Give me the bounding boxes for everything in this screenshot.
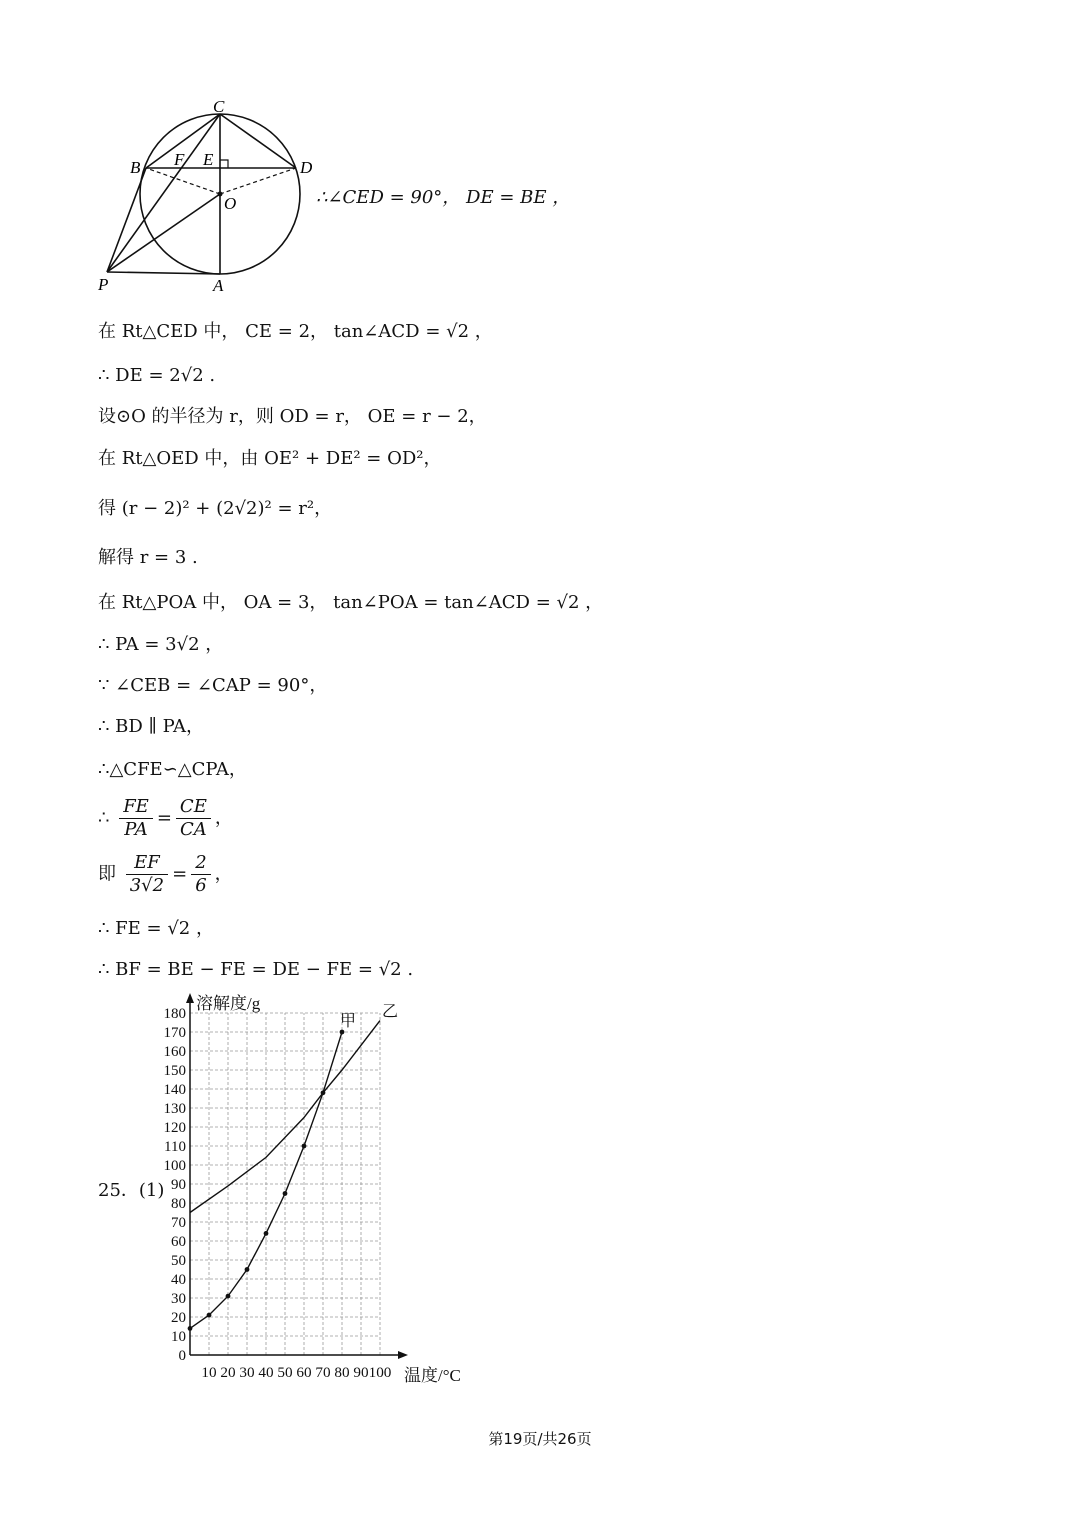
x-tick-label: 20: [220, 1365, 236, 1381]
y-tick-label: 80: [171, 1196, 186, 1212]
solution-line-2: ∴ DE = 2√2 .: [98, 365, 216, 386]
label-d: D: [300, 158, 313, 177]
x-axis-arrow: [398, 1351, 408, 1359]
fraction-1-left-num: FE: [123, 796, 149, 817]
fraction-1-prefix: ∴: [98, 807, 110, 829]
y-tick-label: 150: [163, 1063, 186, 1079]
x-tick-label: 80: [334, 1365, 350, 1381]
x-tick-label: 60: [296, 1365, 312, 1381]
data-point: [207, 1313, 212, 1318]
y-tick-label: 160: [163, 1044, 186, 1060]
solution-line-6: 解得 r = 3 .: [98, 547, 198, 568]
final-line-1: ∴ FE = √2 ，: [98, 918, 214, 939]
data-point: [302, 1144, 307, 1149]
y-tick-label: 60: [171, 1234, 186, 1250]
solution-line-4: 在 Rt△OED 中，由 OE² + DE² = OD²，: [98, 448, 442, 469]
page-footer: 第19页/共26页: [488, 1430, 592, 1448]
data-point: [188, 1326, 193, 1331]
fraction-2-right-den: 6: [191, 874, 210, 897]
label-b: B: [130, 158, 141, 177]
label-o: O: [224, 194, 237, 213]
solution-line-7: 在 Rt△POA 中， OA = 3， tan∠POA = tan∠ACD = √2 ，: [98, 592, 604, 613]
label-p: P: [98, 275, 109, 294]
fraction-equation-2: 即 $\frac{EF}{3√2}$ = $\frac{2}{6}$ ，: [98, 852, 233, 896]
y-axis-arrow: [186, 993, 194, 1003]
fraction-2-suffix: ，: [214, 863, 233, 885]
final-line-2: ∴ BF = BE − FE = DE − FE = √2 .: [98, 959, 414, 980]
solution-line-1: 在 Rt△CED 中， CE = 2， tan∠ACD = √2 ，: [98, 321, 493, 342]
x-tick-label: 30: [239, 1365, 255, 1381]
x-tick-label: 100: [368, 1365, 392, 1381]
x-tick-label: 40: [258, 1365, 274, 1381]
fraction-1-suffix: ，: [214, 807, 233, 829]
fraction-1-left-den: PA: [119, 818, 153, 841]
x-tick-label: 50: [277, 1365, 293, 1381]
fraction-1-right: [176, 796, 211, 841]
label-c: C: [213, 97, 225, 116]
solution-line-3: 设⊙O 的半径为 r，则 OD = r， OE = r − 2，: [98, 406, 487, 427]
x-axis-label: 温度/°C: [404, 1366, 461, 1385]
fraction-1-right-den: CA: [176, 818, 211, 841]
label-e: E: [203, 150, 214, 169]
fraction-1-right-num: CE: [179, 796, 207, 817]
y-tick-label: 130: [163, 1101, 186, 1117]
fraction-equation-1: ∴ $\frac{FE}{PA}$ = $\frac{CE}{CA}$ ，: [98, 796, 233, 840]
data-point: [245, 1267, 250, 1272]
solubility-chart: [140, 985, 500, 1390]
fraction-2-right: [191, 852, 210, 897]
data-point: [264, 1231, 269, 1236]
x-tick-label: 90: [353, 1365, 369, 1381]
solution-line-5: 得 (r − 2)² + (2√2)² = r²，: [98, 498, 333, 519]
geometry-side-text: ∴∠CED = 90°， DE = BE ，: [316, 187, 571, 208]
y-tick-label: 100: [163, 1158, 186, 1174]
fraction-2-right-num: 2: [195, 852, 207, 873]
x-tick-label: 70: [315, 1365, 331, 1381]
y-tick-label: 50: [171, 1253, 186, 1269]
y-axis-label: 溶解度/g: [196, 994, 261, 1013]
y-tick-label: 0: [178, 1348, 186, 1364]
x-tick-label: 10: [201, 1365, 217, 1381]
solution-line-9: ∵ ∠CEB = ∠CAP = 90°，: [98, 675, 328, 696]
series-label: 乙: [382, 1003, 399, 1021]
y-tick-label: 180: [163, 1006, 186, 1022]
data-point: [283, 1191, 288, 1196]
label-f: F: [174, 150, 185, 169]
y-tick-label: 40: [171, 1272, 186, 1288]
y-tick-label: 170: [163, 1025, 186, 1041]
label-a: A: [213, 276, 224, 295]
solution-line-11: ∴△CFE∽△CPA，: [98, 759, 247, 780]
solution-line-8: ∴ PA = 3√2 ，: [98, 634, 224, 655]
y-tick-label: 30: [171, 1291, 186, 1307]
solution-line-10: ∴ BD ∥ PA，: [98, 716, 205, 737]
y-tick-label: 70: [171, 1215, 186, 1231]
y-tick-label: 140: [163, 1082, 186, 1098]
y-tick-label: 90: [171, 1177, 186, 1193]
fraction-2-left: [126, 852, 168, 897]
fraction-2-left-den: 3√2: [126, 874, 168, 897]
fraction-1-left: [119, 796, 153, 841]
y-tick-label: 120: [163, 1120, 186, 1136]
y-tick-label: 10: [171, 1329, 186, 1345]
question-label: 25．(1): [98, 1180, 165, 1201]
fraction-2-left-num: EF: [134, 852, 160, 873]
data-point: [226, 1294, 231, 1299]
series-label: 甲: [340, 1013, 357, 1030]
y-tick-label: 20: [171, 1310, 186, 1326]
geometry-figure: [90, 95, 330, 300]
fraction-2-prefix: 即: [98, 863, 116, 885]
y-tick-label: 110: [164, 1139, 186, 1155]
data-point: [340, 1030, 345, 1035]
